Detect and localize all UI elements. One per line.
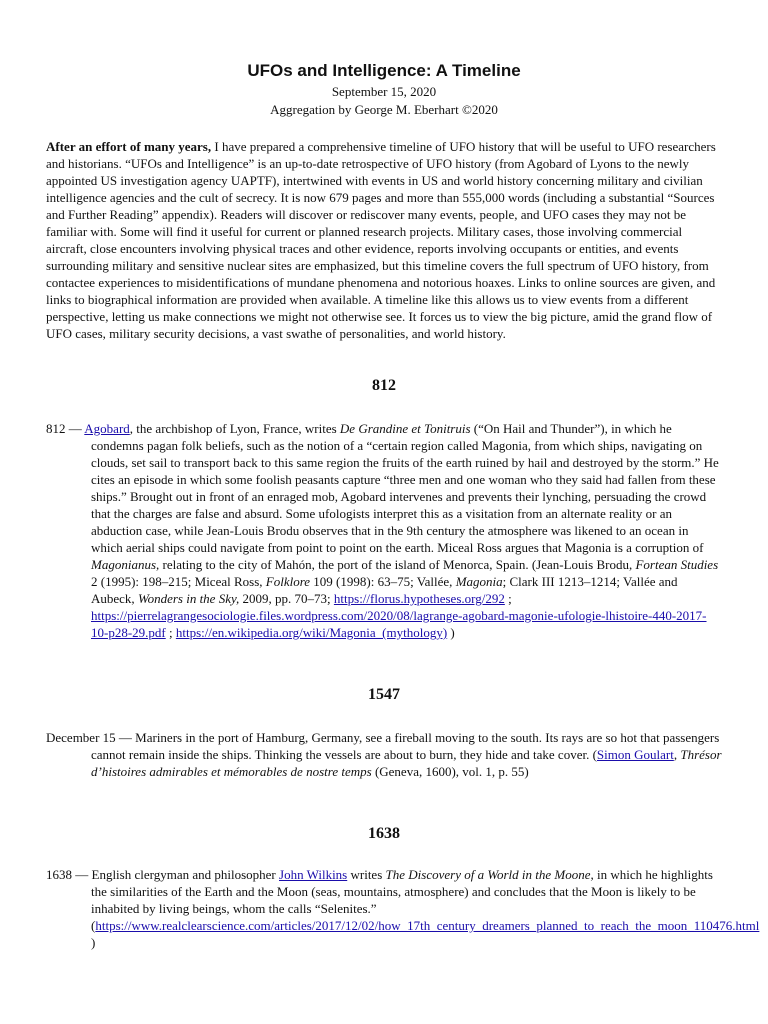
timeline-entry-1638: 1638 — English clergyman and philosopher John Wilkins writes The Discovery of a World in the Moone, in which he highlights the similarities of the Earth and the Moon (seas, mountains, atmosphere) and concludes that the Moon is likely to be inhabited by living beings, whom the calls “Selenites.” (https://www.realclearscience.com/articles/2017/12/02/how_17th_century_dreamers_planned_to_reach_the_moon_110476.html )	[46, 867, 760, 950]
link-realclearscience[interactable]: https://www.realclearscience.com/articles/2017/12/02/how_17th_century_dreamers_planned_to_reach_the_moon_110476.html	[95, 918, 760, 933]
link-wikipedia-magonia[interactable]: https://en.wikipedia.org/wiki/Magonia_(mythology)	[175, 625, 448, 640]
year-heading-812: 812	[372, 377, 396, 394]
link-lagrange-pdf[interactable]: https://pierrelagrangesociologie.files.wordpress.com/2020/08/lagrange-agobard-magonie-ufologie-lhistoire-440-2017-10-p28-29.pdf	[91, 608, 707, 640]
link-simon-goulart[interactable]: Simon Goulart	[596, 747, 674, 762]
year-heading-1547: 1547	[368, 686, 400, 703]
intro-paragraph	[46, 138, 722, 342]
document-date: September 15, 2020	[331, 84, 437, 99]
link-john-wilkins[interactable]: John Wilkins	[279, 867, 348, 882]
timeline-entry-1547: December 15 — Mariners in the port of Hamburg, Germany, see a fireball moving to the south. Its rays are so hot that passengers cannot remain inside the ships. Thinking the vessels are about to burn, they hide and take cover. (Simon Goulart, Thrésor d’histoires admirables et mémorables de nostre temps (Geneva, 1600), vol. 1, p. 55)	[46, 730, 722, 779]
intro-text: I have prepared a comprehensive timeline of UFO history that will be useful to UFO researchers and historians. “UFOs and Intelligence” is an up-to-date retrospective of UFO history (from Agobard of Lyons to the newly appointed US investigation agency UAPTF), intertwined with events in US and world history concerning military and civilian intelligence agencies and the cult of secrecy. It is now 679 pages and more than 555,000 words (including a substantial “Sources and Further Reading” appendix). Readers will discover or rediscover many events, people, and UFO cases they may not be familiar with. Some will find it useful for current or planned research projects. Military cases, those involving commercial aircraft, close encounters involving physical traces and other evidence, reports involving occupants or entities, and events surrounding military and sensitive nuclear sites are emphasized, but this timeline covers the full spectrum of UFO history, from contactee experiences to misidentifications of mundane phenomena and notorious hoaxes. Links to online sources are given, and links to biographical information are provided when available. A timeline like this allows us to view events from a different perspective, letting us make connections we might not otherwise see. It forces us to view the big picture, amid the grand flow of UFO cases, military security decisions, a vast swathe of personalities, and world history.	[46, 139, 716, 341]
document-title: UFOs and Intelligence: A Timeline	[247, 61, 521, 80]
link-agobard[interactable]: Agobard	[84, 421, 130, 436]
timeline-entry-812: 812 — Agobard, the archbishop of Lyon, France, writes De Grandine et Tonitruis (“On Hail and Thunder”), in which he condemns pagan folk beliefs, such as the notion of a “certain region called Magonia, from which ships, navigating on clouds, set sail to transport back to this same region the fruits of the earth ruined by hail and destroyed by the storm.” He cites an episode in which some foolish peasants capture “three men and one woman who they said had fallen from these ships.” Brought out in front of an enraged mob, Agobard intervenes and prevents their lynching, persuading the crowd that the charges are false and absurd. Some ufologists interpret this as a visitation from an alternate reality or an abduction case, while Jean-Louis Brodu observes that in the 9th century the atmosphere was likened to an ocean in which aerial ships could navigate from point to point on the earth. Miceal Ross argues that Magonia is a corruption of Magonianus, relating to the city of Mahón, the port of the island of Menorca, Spain. (Jean-Louis Brodu, Fortean Studies 2 (1995): 198–215; Miceal Ross, Folklore 109 (1998): 63–75; Vallée, Magonia; Clark III 1213–1214; Vallée and Aubeck, Wonders in the Sky, 2009, pp. 70–73; https://florus.hypotheses.org/292 ; https://pierrelagrangesociologie.files.wordpress.com/2020/08/lagrange-agobard-magonie-ufologie-lhistoire-440-2017-10-p28-29.pdf ; https://en.wikipedia.org/wiki/Magonia_(mythology) )	[46, 421, 719, 640]
intro-bold-lead: After an effort of many years,	[46, 139, 212, 154]
link-florus[interactable]: https://florus.hypotheses.org/292	[333, 591, 505, 606]
year-heading-1638: 1638	[368, 825, 400, 842]
document-byline: Aggregation by George M. Eberhart ©2020	[270, 102, 498, 117]
